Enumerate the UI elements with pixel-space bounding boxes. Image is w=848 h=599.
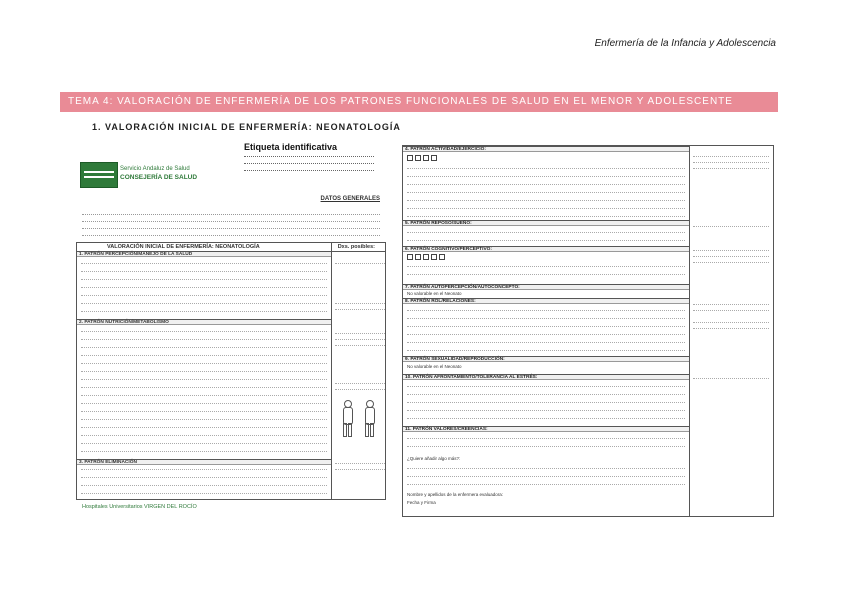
dx-note-line xyxy=(693,226,769,227)
form-line xyxy=(407,176,685,177)
dx-note-line xyxy=(693,168,769,169)
body-diagram xyxy=(336,400,384,440)
form-line xyxy=(407,386,685,387)
body-front-figure xyxy=(340,400,354,436)
dx-note-line xyxy=(693,156,769,157)
etiqueta-line xyxy=(244,163,374,164)
general-data-line xyxy=(82,208,380,215)
dx-note-line xyxy=(335,383,385,384)
datos-generales-title: DATOS GENERALES xyxy=(320,196,380,202)
column-divider xyxy=(331,243,332,499)
section-percepcion: 1. PATRÓN PERCEPCIÓN/MANEJO DE LA SALUD xyxy=(77,251,331,257)
section-afrontamiento: 10. PATRÓN AFRONTAMIENTO/TOLERANCIA AL ESTRÉS: xyxy=(403,374,689,380)
form-line xyxy=(81,331,327,332)
form-line xyxy=(407,192,685,193)
form-line xyxy=(407,476,685,477)
tema-title-bar: TEMA 4: VALORACIÓN DE ENFERMERÍA DE LOS PATRONES FUNCIONALES DE SALUD EN EL MENOR Y ADOLESCENTE xyxy=(60,92,778,112)
general-data-line xyxy=(82,222,380,229)
form-line xyxy=(81,263,327,264)
form-line xyxy=(407,184,685,185)
firma-fecha-text: Fecha y Firma xyxy=(407,500,436,505)
dx-note-line xyxy=(335,389,385,390)
valoracion-table xyxy=(76,242,386,500)
form-line xyxy=(81,395,327,396)
form-right xyxy=(402,145,774,517)
section-eliminacion: 3. PATRÓN ELIMINACIÓN xyxy=(77,459,331,465)
dx-note-line xyxy=(335,469,385,470)
section-rol: 8. PATRÓN ROL/RELACIONES: xyxy=(403,298,689,304)
etiqueta-line xyxy=(244,156,374,157)
dx-note-line xyxy=(335,345,385,346)
form-line xyxy=(407,200,685,201)
section-title: 1. VALORACIÓN INICIAL DE ENFERMERÍA: NEONATOLOGÍA xyxy=(92,122,401,132)
form-line xyxy=(81,311,327,312)
section-cognitivo: 6. PATRÓN COGNITIVO/PERCEPTIVO: xyxy=(403,246,689,252)
body-back-figure xyxy=(362,400,376,436)
checkbox-row xyxy=(407,254,447,260)
form-line xyxy=(407,310,685,311)
dx-note-line xyxy=(335,309,385,310)
checkbox-row xyxy=(407,155,439,161)
dx-note-line xyxy=(335,333,385,334)
form-line xyxy=(81,403,327,404)
form-line xyxy=(407,350,685,351)
dx-note-line xyxy=(693,310,769,311)
form-line xyxy=(81,371,327,372)
dx-note-line xyxy=(335,463,385,464)
form-line xyxy=(81,303,327,304)
form-line xyxy=(81,435,327,436)
form-line xyxy=(407,334,685,335)
form-line xyxy=(407,394,685,395)
form-line xyxy=(407,318,685,319)
form-line xyxy=(81,419,327,420)
form-line xyxy=(407,468,685,469)
form-line xyxy=(81,379,327,380)
form-line xyxy=(81,295,327,296)
form-line xyxy=(81,347,327,348)
section-reposo: 5. PATRÓN REPOSO/SUEÑO: xyxy=(403,220,689,226)
form-line xyxy=(81,279,327,280)
general-data-line xyxy=(82,229,380,236)
form-line xyxy=(81,355,327,356)
form-line xyxy=(81,485,327,486)
section-valores: 11. PATRÓN VALORES/CREENCIAS: xyxy=(403,426,689,432)
no-valorable-text: No valorable en el Neonato xyxy=(407,291,462,296)
form-line xyxy=(407,208,685,209)
dx-note-line xyxy=(693,256,769,257)
form-line xyxy=(407,410,685,411)
form-line xyxy=(81,427,327,428)
form-line xyxy=(81,451,327,452)
dx-note-line xyxy=(335,263,385,264)
course-header: Enfermería de la Infancia y Adolescencia xyxy=(594,38,776,49)
form-line xyxy=(81,363,327,364)
column-divider xyxy=(689,146,690,516)
form-left xyxy=(76,138,386,508)
form-line xyxy=(81,477,327,478)
form-line xyxy=(407,342,685,343)
logo-text-sas: Servicio Andaluz de Salud xyxy=(120,166,190,172)
etiqueta-line xyxy=(244,170,374,171)
form-line xyxy=(407,418,685,419)
form-line xyxy=(81,469,327,470)
form-line xyxy=(81,271,327,272)
sas-logo xyxy=(80,162,118,188)
form-line xyxy=(407,216,685,217)
dx-note-line xyxy=(693,304,769,305)
form-line xyxy=(407,168,685,169)
table-header-left: VALORACIÓN INICIAL DE ENFERMERÍA: NEONATOLOGÍA xyxy=(107,244,260,250)
form-line xyxy=(407,266,685,267)
form-line xyxy=(81,443,327,444)
form-line xyxy=(407,438,685,439)
form-line xyxy=(81,493,327,494)
anadir-text: ¿Quiere añadir algo más?: xyxy=(407,456,461,461)
form-line xyxy=(81,287,327,288)
section-nutricion: 2. PATRÓN NUTRICIÓN/METABOLISMO xyxy=(77,319,331,325)
etiqueta-title: Etiqueta identificativa xyxy=(244,142,338,152)
form-line xyxy=(407,326,685,327)
form-line xyxy=(81,411,327,412)
firma-text: Nombre y apellidos de la enfermera evaluadora: xyxy=(407,492,504,497)
logo-text-consejeria: CONSEJERÍA DE SALUD xyxy=(120,174,198,181)
table-header-right: Dxs. posibles: xyxy=(337,244,375,250)
form-line xyxy=(407,274,685,275)
dx-note-line xyxy=(693,162,769,163)
general-data-line xyxy=(82,215,380,222)
dx-note-line xyxy=(693,328,769,329)
section-actividad: 4. PATRÓN ACTIVIDAD/EJERCICIO: xyxy=(403,146,689,152)
dx-note-line xyxy=(335,303,385,304)
dx-note-line xyxy=(693,250,769,251)
section-autopercepcion: 7. PATRÓN AUTOPERCEPCIÓN/AUTOCONCEPTO: xyxy=(403,284,689,290)
form-line xyxy=(81,387,327,388)
dx-note-line xyxy=(693,322,769,323)
section-sexualidad: 9. PATRÓN SEXUALIDAD/REPRODUCCIÓN: xyxy=(403,356,689,362)
form-line xyxy=(407,484,685,485)
dx-note-line xyxy=(335,339,385,340)
dx-note-line xyxy=(693,262,769,263)
form-line xyxy=(407,232,685,233)
dx-note-line xyxy=(693,378,769,379)
hospital-footer: Hospitales Universitarios VIRGEN DEL ROCÍO xyxy=(82,504,197,510)
no-valorable-text: No valorable en el Neonato xyxy=(407,364,462,369)
form-line xyxy=(81,339,327,340)
form-line xyxy=(407,240,685,241)
form-line xyxy=(407,446,685,447)
form-line xyxy=(407,402,685,403)
